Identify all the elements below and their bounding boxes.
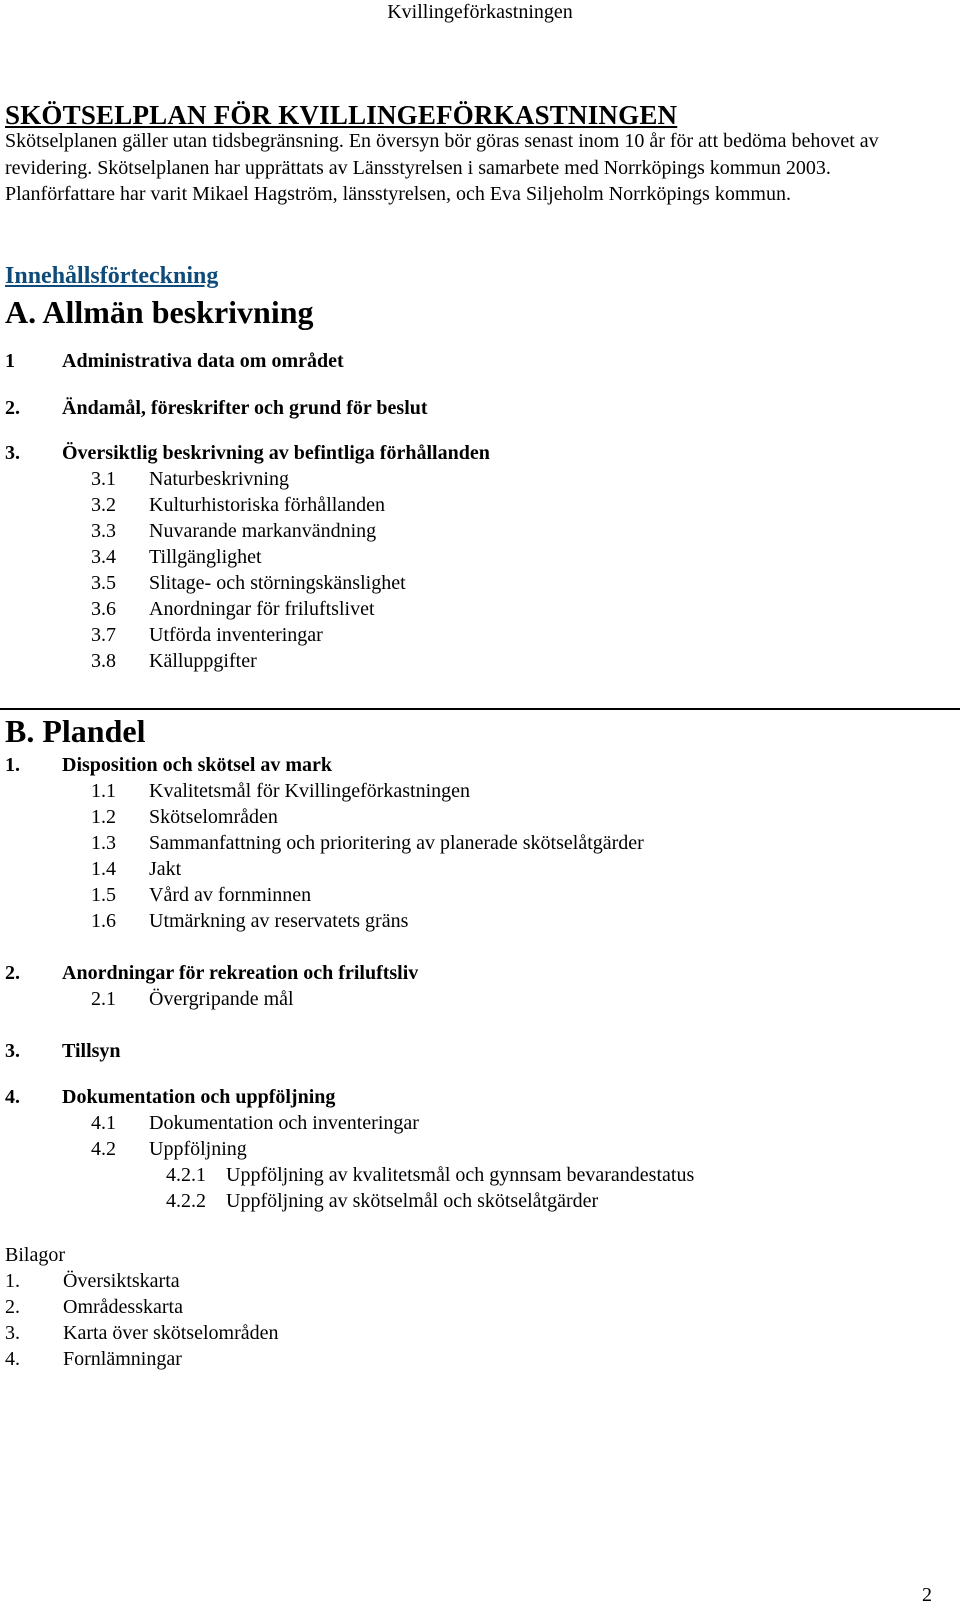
toc-subsubitem-number: 4.2.2 <box>166 1190 206 1212</box>
toc-subitem-number: 1.3 <box>91 832 116 854</box>
document-title: SKÖTSELPLAN FÖR KVILLINGEFÖRKASTNINGEN <box>5 100 678 130</box>
toc-item-text: Tillsyn <box>62 1040 121 1062</box>
toc-subitem-text: Kulturhistoriska förhållanden <box>149 494 386 516</box>
toc-subitem-text: Skötselområden <box>149 806 278 828</box>
toc-subitem-text: Vård av fornminnen <box>149 884 312 906</box>
toc-subitem-number: 3.1 <box>91 468 116 490</box>
toc-item-number: 3. <box>5 1040 20 1062</box>
toc-subitem-text: Naturbeskrivning <box>149 468 289 490</box>
toc-subitem-number: 1.6 <box>91 910 116 932</box>
toc-subitem-text: Utförda inventeringar <box>149 624 323 646</box>
toc-item-number: 2. <box>5 962 20 984</box>
toc-subitem-number: 3.2 <box>91 494 116 516</box>
bilaga-item-text: Översiktskarta <box>63 1270 180 1292</box>
intro-paragraph: Skötselplanen gäller utan tidsbegränsning. En översyn bör göras senast inom 10 år för att bedöma behovet av revidering. Skötselplanen har upprättats av Länsstyrelsen i samarbete med Norrköpings kommun 2003. Planförfattare har varit Mikael Hagström, länsstyrelsen, och Eva Siljeholm Norrköpings kommun. <box>5 130 879 205</box>
toc-subitem-number: 1.2 <box>91 806 116 828</box>
toc-subitem-text: Nuvarande markanvändning <box>149 520 377 542</box>
page-number: 2 <box>922 1584 932 1606</box>
toc-subitem-text: Källuppgifter <box>149 650 257 672</box>
toc-item-text: Översiktlig beskrivning av befintliga förhållanden <box>62 442 490 464</box>
toc-item-text: Ändamål, föreskrifter och grund för beslut <box>62 397 428 419</box>
toc-subsubitem-text: Uppföljning av kvalitetsmål och gynnsam bevarandestatus <box>226 1164 695 1186</box>
toc-title: Innehållsförteckning <box>5 263 219 289</box>
toc-item-number: 3. <box>5 442 20 464</box>
bilaga-item-number: 2. <box>5 1296 20 1318</box>
toc-subitem-number: 1.1 <box>91 780 116 802</box>
toc-subitem-number: 3.3 <box>91 520 116 542</box>
bilaga-item-number: 4. <box>5 1348 20 1370</box>
section-divider <box>0 708 960 710</box>
toc-subitem-number: 1.5 <box>91 884 116 906</box>
toc-subitem-number: 3.7 <box>91 624 116 646</box>
toc-subitem-number: 3.5 <box>91 572 116 594</box>
toc-subitem-text: Jakt <box>149 858 182 880</box>
toc-subitem-number: 2.1 <box>91 988 116 1010</box>
toc-item-number: 2. <box>5 397 20 419</box>
section-b-heading: B. Plandel <box>5 713 146 749</box>
toc-subitem-number: 3.8 <box>91 650 116 672</box>
toc-item-text: Dokumentation och uppföljning <box>62 1086 336 1108</box>
toc-subitem-text: Kvalitetsmål för Kvillingeförkastningen <box>149 780 471 802</box>
toc-subitem-number: 4.2 <box>91 1138 116 1160</box>
bilaga-item-number: 1. <box>5 1270 20 1292</box>
toc-subitem-text: Övergripande mål <box>149 988 294 1010</box>
toc-subitem-text: Dokumentation och inventeringar <box>149 1112 419 1134</box>
toc-item-number: 1. <box>5 754 20 776</box>
toc-subsubitem-text: Uppföljning av skötselmål och skötselåtgärder <box>226 1190 599 1212</box>
toc-item-text: Anordningar för rekreation och friluftsliv <box>62 962 419 984</box>
toc-subitem-text: Tillgänglighet <box>149 546 262 568</box>
toc-subsubitem-number: 4.2.1 <box>166 1164 206 1186</box>
toc-subitem-text: Slitage- och störningskänslighet <box>149 572 406 594</box>
running-header: Kvillingeförkastningen <box>387 1 573 23</box>
toc-subitem-number: 3.4 <box>91 546 116 568</box>
section-a-heading: A. Allmän beskrivning <box>5 294 314 330</box>
toc-subitem-text: Sammanfattning och prioritering av planerade skötselåtgärder <box>149 832 644 854</box>
bilaga-item-text: Karta över skötselområden <box>63 1322 279 1344</box>
bilaga-item-text: Fornlämningar <box>63 1348 182 1370</box>
toc-item-text: Disposition och skötsel av mark <box>62 754 333 776</box>
bilaga-item-number: 3. <box>5 1322 20 1344</box>
toc-subitem-number: 1.4 <box>91 858 116 880</box>
bilagor-heading: Bilagor <box>5 1244 65 1266</box>
toc-item-text: Administrativa data om området <box>62 350 344 372</box>
toc-item-number: 4. <box>5 1086 20 1108</box>
toc-item-number: 1 <box>5 350 15 372</box>
toc-subitem-text: Anordningar för friluftslivet <box>149 598 375 620</box>
bilaga-item-text: Områdesskarta <box>63 1296 183 1318</box>
toc-subitem-text: Uppföljning <box>149 1138 247 1160</box>
toc-subitem-text: Utmärkning av reservatets gräns <box>149 910 409 932</box>
toc-subitem-number: 4.1 <box>91 1112 116 1134</box>
toc-subitem-number: 3.6 <box>91 598 116 620</box>
